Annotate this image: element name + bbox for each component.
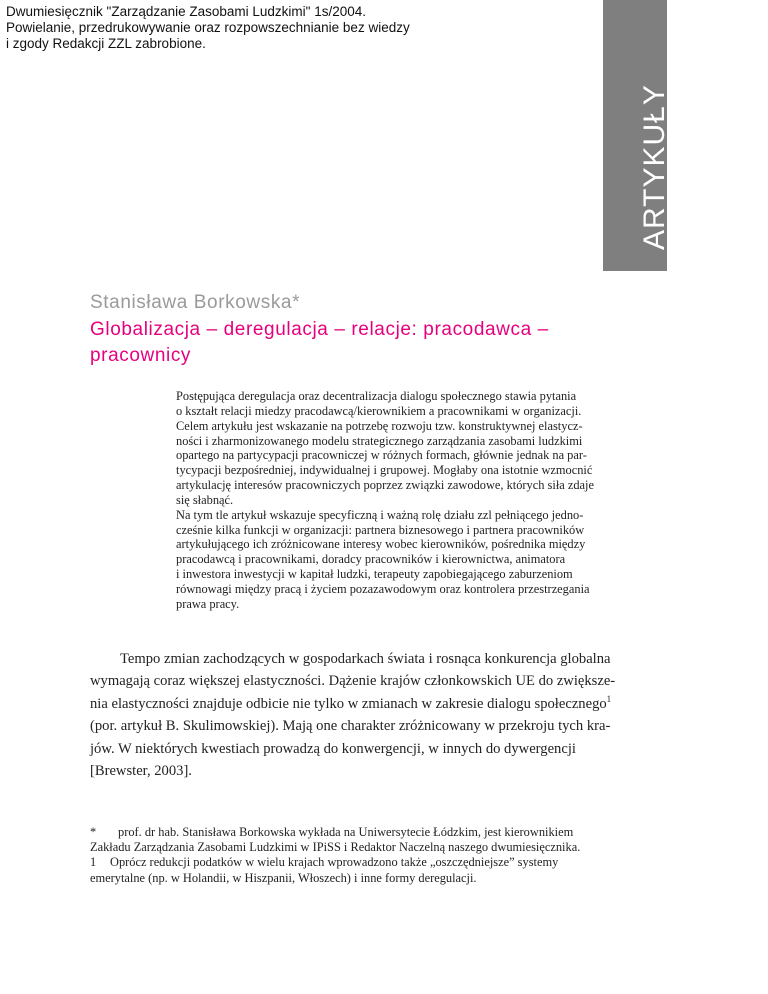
footnote-line: emerytalne (np. w Holandii, w Hiszpanii, Włoszech) i inne formy deregulacji. [90,870,477,885]
abstract-line: cześnie kilka funkcji w organizacji: partnera biznesowego i partnera pracowników [176,522,585,537]
footnote-marker: * [90,825,97,839]
abstract-line: artykułującego ich zróżnicowane interesy wobec kierowników, pośrednika między [176,537,586,552]
section-label: ARTYKUŁY [638,84,671,250]
abstract-line: ności i zharmonizowanego modelu strategicznego zarządzania zasobami ludzkimi [176,433,583,448]
copyright-line: i zgody Redakcji ZZL zabrobione. [6,36,206,51]
body-line: jów. W niektórych kwestiach prowadzą do konwergencji, w innych do dywergencji [90,740,576,757]
abstract-line: Postępująca deregulacja oraz decentralizacja dialogu społecznego stawia pytania [176,389,577,403]
abstract-line: prawa pracy. [176,596,240,611]
body-line: Tempo zmian zachodzących w gospodarkach świata i rosnąca konkurencja globalna [120,651,611,667]
article-author: Stanisława Borkowska* [90,292,301,313]
body-line: wymagają coraz większej elastyczności. Dążenie krajów członkowskich UE do zwiększe- [90,673,616,690]
abstract-line: i inwestora inwestycji w kapitał ludzki, terapeuty zapobiegającego zaburzeniom [176,567,573,582]
body-line-text: nia elastyczności znajduje odbicie nie tylko w zmianach w zakresie dialogu społecznego [90,695,607,712]
abstract-line: się słabnąć. [176,492,234,507]
abstract-line: Celem artykułu jest wskazanie na potrzebę rozwoju tzw. konstruktywnej elastycz- [176,418,583,433]
article-title [90,317,690,369]
abstract-line: opartego na partycypacji pracowniczej w różnych formach, głównie jednak na par- [176,448,587,463]
footnote-marker: 1 [90,855,97,870]
title-line: Globalizacja – deregulacja – relacje: pracodawca – [90,319,549,340]
footnote-text: prof. dr hab. Stanisława Borkowska wykłada na Uniwersytecie Łódzkim, jest kierownikiem [118,825,574,839]
copyright-line: Powielanie, przedrukowywanie oraz rozpowszechnianie bez wiedzy [6,20,410,35]
article-abstract [176,389,666,612]
copyright-line: Dwumiesięcznik "Zarządzanie Zasobami Ludzkimi" 1s/2004. [6,4,366,19]
abstract-line: Na tym tle artykuł wskazuje specyficzną i ważną rolę działu zzl pełniącego jedno- [176,507,584,522]
footnote-text: Oprócz redukcji podatków w wielu krajach wprowadzono także „oszczędniejsze” systemy [110,855,559,870]
footnote-line [90,855,680,870]
footnote-line [90,825,680,840]
abstract-line: pracodawcą i pracownikami, doradcy pracowników i kierownictwa, animatora [176,552,566,567]
abstract-line: równowagi między pracą i życiem pozazawodowym oraz kontrolera przestrzegania [176,581,590,596]
title-line: pracownicy [90,345,192,366]
abstract-line: o kształt relacji miedzy pracodawcą/kierownikiem a pracownikami w organizacji. [176,403,582,418]
article-body [90,648,670,782]
footnote-line: Zakładu Zarządzania Zasobami Ludzkimi w IPiSS i Redaktor Naczelną naszego dwumiesięcznika. [90,840,581,855]
copyright-notice [6,4,476,52]
body-line [90,693,670,715]
body-line: (por. artykuł B. Skulimowskiej). Mają one charakter zróżnicowany w przekroju tych kra- [90,718,611,735]
footnote-reference[interactable]: 1 [606,693,612,704]
body-line: [Brewster, 2003]. [90,763,192,780]
abstract-line: tycypacji bezpośredniej, indywidualnej i grupowej. Mogłaby ona istotnie wzmocnić [176,463,593,478]
footnotes [90,825,680,886]
abstract-line: artykulację interesów pracowniczych poprzez związki zawodowe, których siła zdaje [176,478,594,493]
